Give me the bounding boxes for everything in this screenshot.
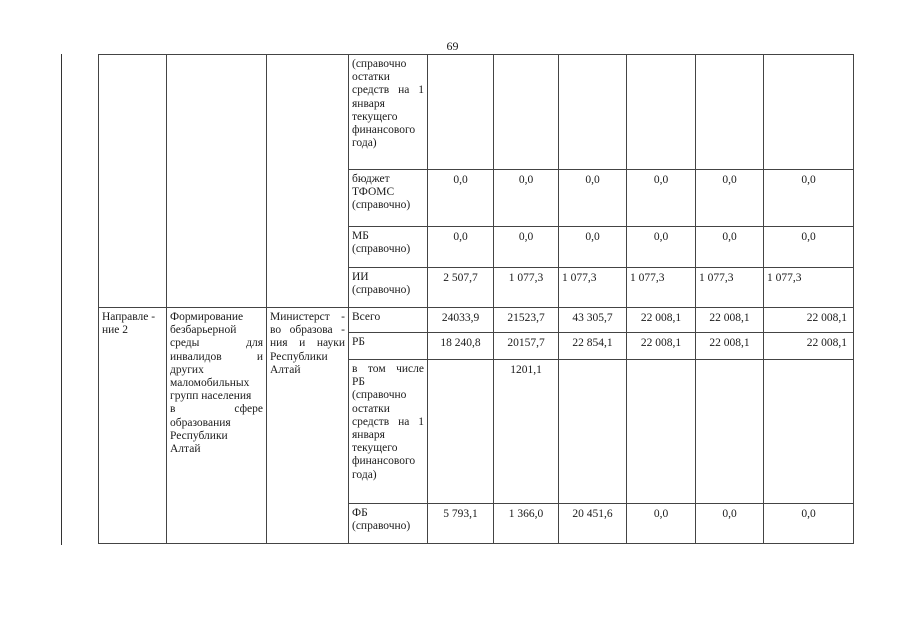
value-cell: 0,0: [494, 170, 559, 227]
value-cell: 22 854,1: [559, 333, 627, 360]
value-cell: 22 008,1: [696, 333, 764, 360]
value-cell: 20 451,6: [559, 504, 627, 544]
source-cell: [349, 308, 428, 333]
value-cell: [428, 55, 494, 170]
source-line: финансового: [352, 124, 416, 137]
value-cell: 22 008,1: [696, 308, 764, 333]
source-cell: [349, 55, 428, 170]
source-line: средств на 1: [352, 84, 424, 97]
executor-line: Республики: [270, 350, 328, 363]
value-cell: 1 077,3: [696, 268, 764, 308]
description-line: образования: [170, 416, 231, 429]
value-cell: 0,0: [764, 504, 854, 544]
executor-line: ния и науки: [270, 337, 345, 350]
description-line: Республики: [170, 429, 228, 442]
value-cell: [696, 360, 764, 504]
description-line: среды для: [170, 337, 263, 350]
value-cell: 0,0: [627, 504, 696, 544]
value-cell: 24033,9: [428, 308, 494, 333]
value-cell: 22 008,1: [764, 333, 854, 360]
value-cell: 1 077,3: [494, 268, 559, 308]
direction-cell: [99, 55, 167, 308]
value-cell: 0,0: [696, 504, 764, 544]
value-cell: 1 366,0: [494, 504, 559, 544]
value-cell: 22 008,1: [627, 308, 696, 333]
value-cell: 1 077,3: [559, 268, 627, 308]
table-row: [99, 308, 854, 333]
source-line: РБ: [352, 336, 365, 348]
source-line: Всего: [352, 311, 381, 323]
source-line: года): [352, 137, 377, 150]
value-cell: 21523,7: [494, 308, 559, 333]
value-cell: [764, 55, 854, 170]
source-line: в том числе: [352, 363, 424, 375]
source-line: средств на 1: [352, 415, 424, 428]
value-cell: [627, 55, 696, 170]
value-cell: 1 077,3: [627, 268, 696, 308]
value-cell: 5 793,1: [428, 504, 494, 544]
source-cell: [349, 268, 428, 308]
value-cell: 0,0: [428, 227, 494, 268]
source-line: января: [352, 429, 385, 442]
source-line: МБ: [352, 230, 369, 242]
description-line: групп населения: [170, 390, 252, 403]
source-line: (справочно: [352, 389, 407, 402]
value-cell: [559, 360, 627, 504]
source-line: РБ: [352, 376, 365, 389]
value-cell: 0,0: [696, 170, 764, 227]
source-cell: [349, 360, 428, 504]
executor-line: Министерст -: [270, 311, 345, 323]
source-line: (справочно): [352, 243, 411, 256]
source-cell: [349, 227, 428, 268]
direction-cell: [99, 308, 167, 544]
value-cell: 1201,1: [494, 360, 559, 504]
table-row: [99, 55, 854, 170]
description-line: безбарьерной: [170, 324, 237, 337]
page-number: 69: [446, 39, 459, 53]
source-line: ФБ: [352, 507, 368, 519]
executor-line: во образова -: [270, 324, 345, 337]
description-cell: [167, 55, 267, 308]
value-cell: 0,0: [428, 170, 494, 227]
value-cell: 0,0: [559, 227, 627, 268]
description-line: инвалидов и: [170, 350, 263, 363]
source-line: ИИ: [352, 271, 369, 283]
value-cell: 18 240,8: [428, 333, 494, 360]
value-cell: [428, 360, 494, 504]
source-line: текущего: [352, 110, 398, 123]
source-line: (справочно: [352, 58, 407, 70]
value-cell: 1 077,3: [764, 268, 854, 308]
value-cell: 0,0: [764, 170, 854, 227]
source-cell: [349, 170, 428, 227]
source-line: остатки: [352, 71, 390, 84]
value-cell: 22 008,1: [627, 333, 696, 360]
executor-cell: [267, 308, 349, 544]
value-cell: [764, 360, 854, 504]
source-line: ТФОМС: [352, 186, 395, 199]
description-line: маломобильных: [170, 377, 250, 390]
value-cell: 0,0: [559, 170, 627, 227]
source-line: (справочно): [352, 199, 411, 212]
value-cell: 0,0: [494, 227, 559, 268]
source-line: года): [352, 468, 377, 481]
description-cell: [167, 308, 267, 544]
source-line: остатки: [352, 402, 390, 415]
description-line: Алтай: [170, 443, 201, 456]
source-line: (справочно): [352, 284, 411, 297]
source-line: текущего: [352, 442, 398, 455]
direction-line: ние 2: [102, 324, 129, 337]
source-cell: [349, 504, 428, 544]
value-cell: [696, 55, 764, 170]
value-cell: 0,0: [627, 227, 696, 268]
description-line: Формирование: [170, 311, 244, 323]
direction-line: Направле -: [102, 311, 156, 323]
value-cell: 43 305,7: [559, 308, 627, 333]
description-line: в сфере: [170, 403, 263, 416]
executor-cell: [267, 55, 349, 308]
executor-line: Алтай: [270, 363, 301, 376]
value-cell: [559, 55, 627, 170]
source-line: (справочно): [352, 520, 411, 533]
value-cell: 0,0: [764, 227, 854, 268]
left-border-rule: [61, 54, 62, 545]
description-line: других: [170, 363, 204, 376]
budget-table: [98, 54, 854, 544]
value-cell: 0,0: [696, 227, 764, 268]
value-cell: 2 507,7: [428, 268, 494, 308]
value-cell: [627, 360, 696, 504]
source-cell: [349, 333, 428, 360]
source-line: бюджет: [352, 173, 390, 185]
value-cell: 20157,7: [494, 333, 559, 360]
value-cell: 0,0: [627, 170, 696, 227]
value-cell: 22 008,1: [764, 308, 854, 333]
source-line: финансового: [352, 455, 416, 468]
source-line: января: [352, 97, 385, 110]
value-cell: [494, 55, 559, 170]
